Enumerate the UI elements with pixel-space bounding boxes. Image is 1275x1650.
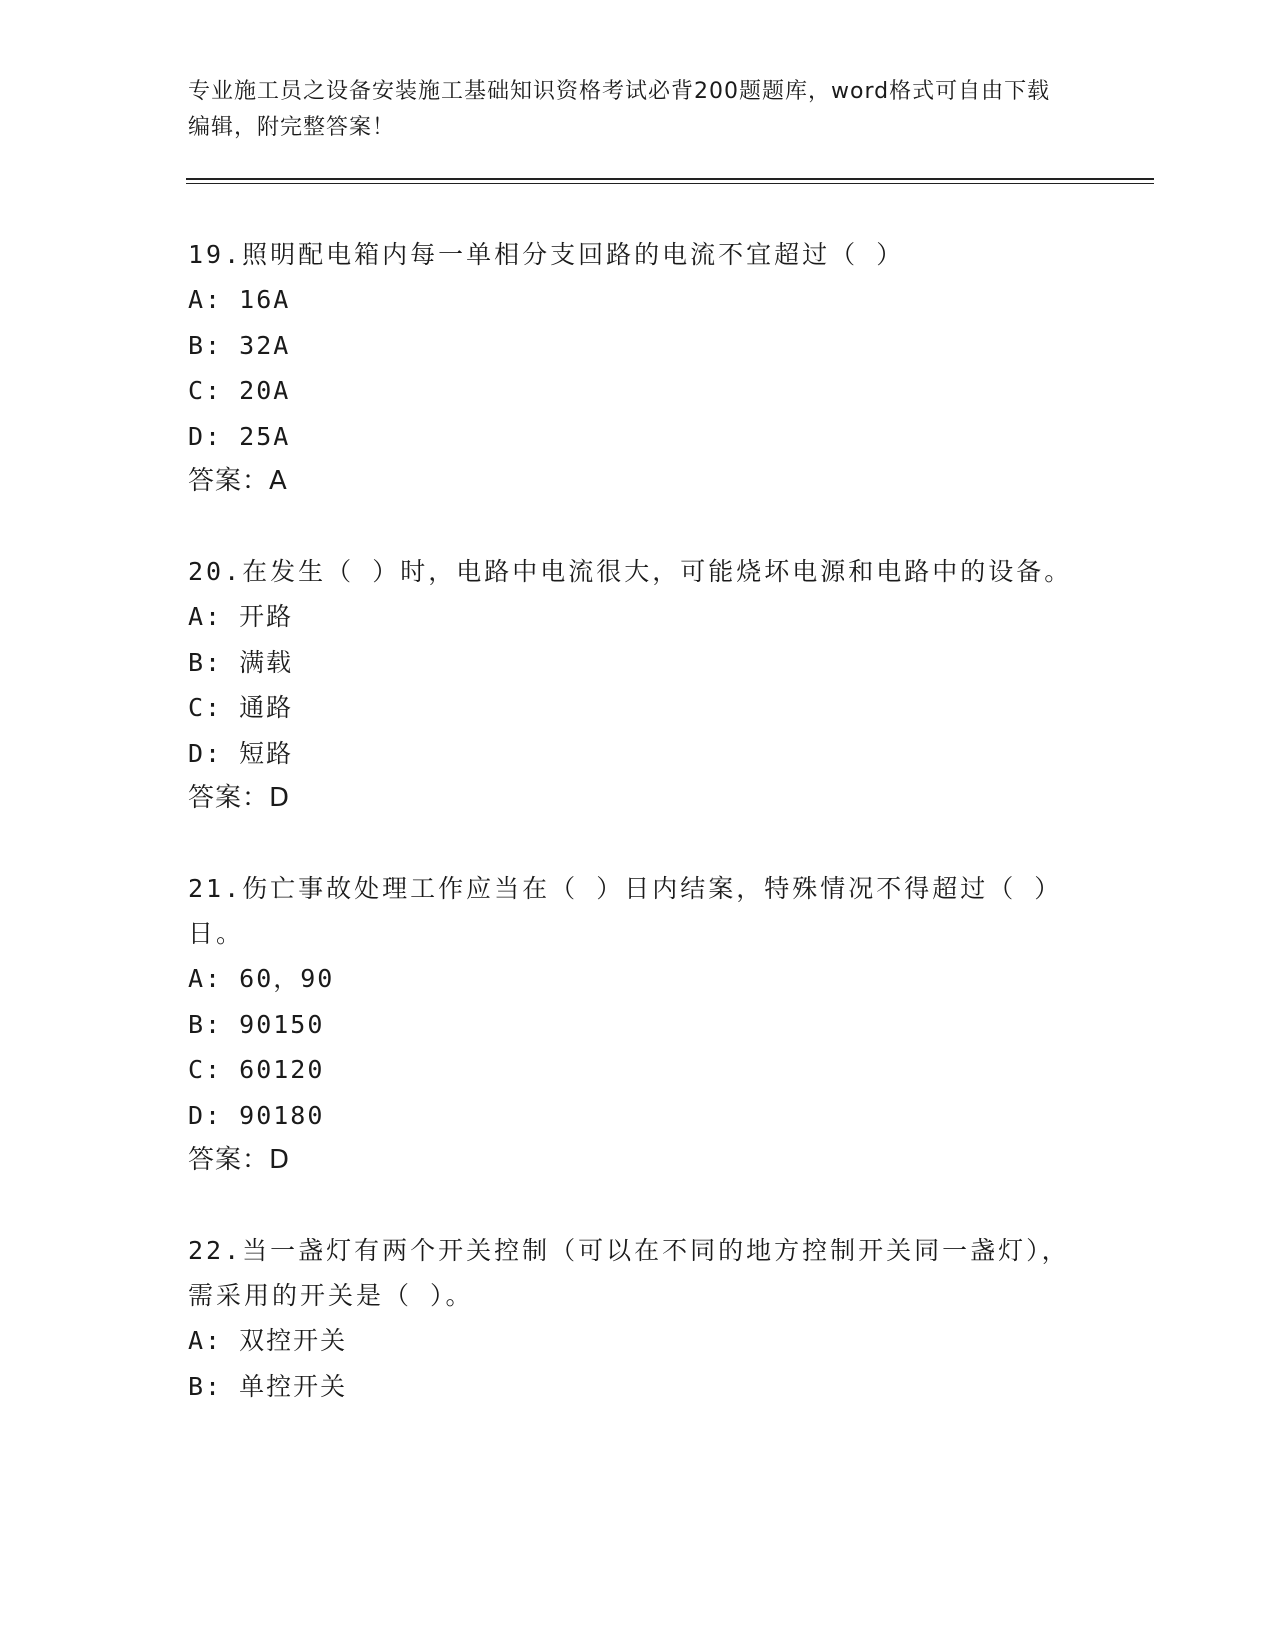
option-a: A: 16A: [188, 285, 291, 314]
option-a: A: 开路: [188, 602, 294, 631]
option-a: A: 60，90: [188, 964, 335, 993]
question-20: [188, 549, 1078, 821]
option-c: C: 20A: [188, 376, 291, 405]
option-b: B: 单控开关: [188, 1371, 348, 1401]
option-d: D: 短路: [188, 738, 294, 768]
header-rule-thick: [186, 178, 1154, 180]
document-title: 专业施工员之设备安装施工基础知识资格考试必背200题题库，word格式可自由下载编辑，附完整答案！: [188, 79, 1051, 140]
question-text: 22.当一盏灯有两个开关控制（可以在不同的地方控制开关同一盏灯），需采用的开关是（ ）。: [188, 1236, 1070, 1310]
option-c: C: 60120: [188, 1055, 325, 1084]
option-d: D: 25A: [188, 421, 291, 451]
option-d: D: 90180: [188, 1100, 325, 1130]
option-b: B: 32A: [188, 330, 291, 360]
answer: 答案：D: [188, 783, 291, 813]
option-b: B: 满载: [188, 647, 294, 677]
question-22: [188, 1228, 1078, 1409]
option-b: B: 90150: [188, 1009, 325, 1039]
answer: 答案：D: [188, 1145, 291, 1175]
question-text: 20.在发生（ ）时，电路中电流很大，可能烧坏电源和电路中的设备。: [188, 557, 1073, 586]
question-19: [188, 232, 1078, 504]
option-c: C: 通路: [188, 693, 294, 722]
question-21: [188, 866, 1078, 1183]
question-list: [188, 232, 1078, 1454]
question-text: 21.伤亡事故处理工作应当在（ ）日内结案，特殊情况不得超过（ ）日。: [188, 874, 1063, 948]
answer: 答案：A: [188, 466, 288, 496]
option-a: A: 双控开关: [188, 1326, 348, 1355]
header-rule-thin: [186, 183, 1154, 184]
document-header: [188, 74, 1068, 146]
question-text: 19.照明配电箱内每一单相分支回路的电流不宜超过（ ）: [188, 240, 905, 269]
